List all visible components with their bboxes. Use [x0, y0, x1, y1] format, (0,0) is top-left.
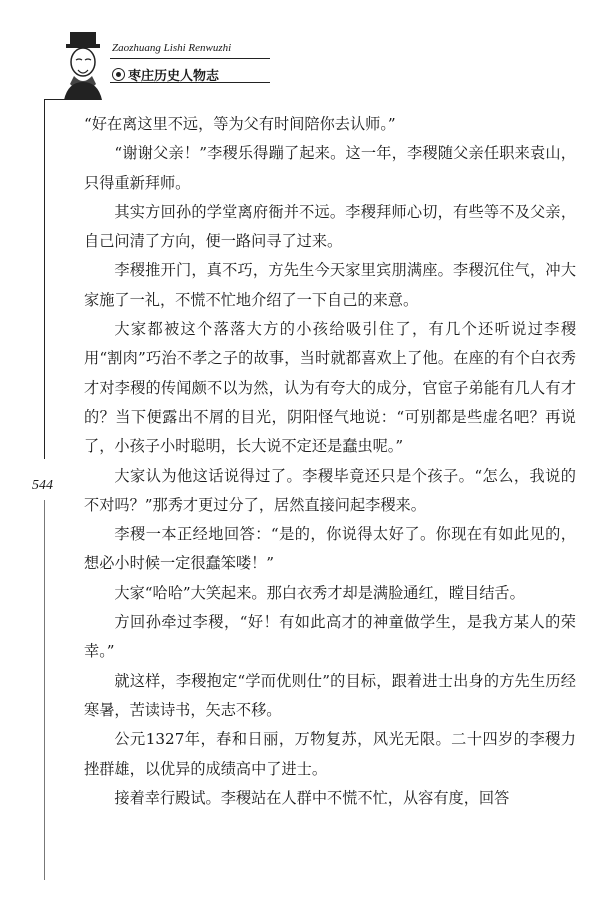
paragraph: 其实方回孙的学堂离府衙并不远。李稷拜师心切，有些等不及父亲，自己问清了方向，便一路问寻了过来。 — [84, 202, 576, 251]
page-number: 544 — [32, 478, 53, 493]
paragraph: 李稷一本正经地回答：“是的，你说得太好了。你现在有如此见的，想必小时候一定很蠢笨喽！” — [84, 525, 576, 573]
paragraph: “好在离这里不远，等为父有时间陪你去认师。” — [84, 115, 396, 133]
historical-figure-portrait-icon — [60, 30, 106, 100]
body-text — [84, 110, 576, 813]
bullet-circle-icon — [112, 68, 125, 81]
paragraph: 公元1327年，春和日丽，万物复苏，风光无限。二十四岁的李稷力挫群雄，以优异的成绩高中了进士。 — [84, 730, 576, 778]
paragraph: 大家认为他这话说得过了。李稷毕竟还只是个孩子。“怎么，我说的不对吗？”那秀才更过分了，居然直接问起李稷来。 — [84, 466, 576, 514]
series-title-latin: Zaozhuang Lishi Renwuzhi — [112, 42, 232, 54]
paragraph: 方回孙牵过李稷，“好！有如此高才的神童做学生，是我方某人的荣幸。” — [84, 613, 576, 661]
paragraph: “谢谢父亲！”李稷乐得蹦了起来。这一年，李稷随父亲任职来袁山，只得重新拜师。 — [84, 144, 576, 192]
margin-rule-vertical-lower — [44, 500, 45, 880]
header-rule-lower — [110, 82, 270, 83]
paragraph: 大家“哈哈”大笑起来。那白衣秀才却是满脸通红，瞠目结舌。 — [114, 583, 525, 602]
paragraph: 接着幸行殿试。李稷站在人群中不慌不忙，从容有度，回答 — [114, 788, 510, 807]
header-rule — [110, 58, 270, 59]
running-header — [60, 30, 280, 100]
series-title-chinese-text: 枣庄历史人物志 — [128, 69, 220, 84]
margin-rule-vertical — [44, 99, 45, 459]
margin-rule-horizontal — [44, 99, 99, 100]
paragraph: 就这样，李稷抱定“学而优则仕”的目标，跟着进士出身的方先生历经寒暑，苦读诗书，矢志不移。 — [84, 671, 576, 719]
paragraph: 李稷推开门，真不巧，方先生今天家里宾朋满座。李稷沉住气，冲大家施了一礼，不慌不忙地介绍了一下自己的来意。 — [84, 261, 576, 309]
paragraph: 大家都被这个落落大方的小孩给吸引住了，有几个还听说过李稷用“割肉”巧治不孝之子的故事，当时就都喜欢上了他。在座的有个白衣秀才对李稷的传闻颇不以为然，认为有夸大的成分，官宦子弟能有几人有才的？当下便露出不屑的目光，阴阳怪气地说：“可别都是些虚名吧？再说了，小孩子小时聪明，长大说不定还是蠢虫呢。” — [84, 320, 576, 456]
